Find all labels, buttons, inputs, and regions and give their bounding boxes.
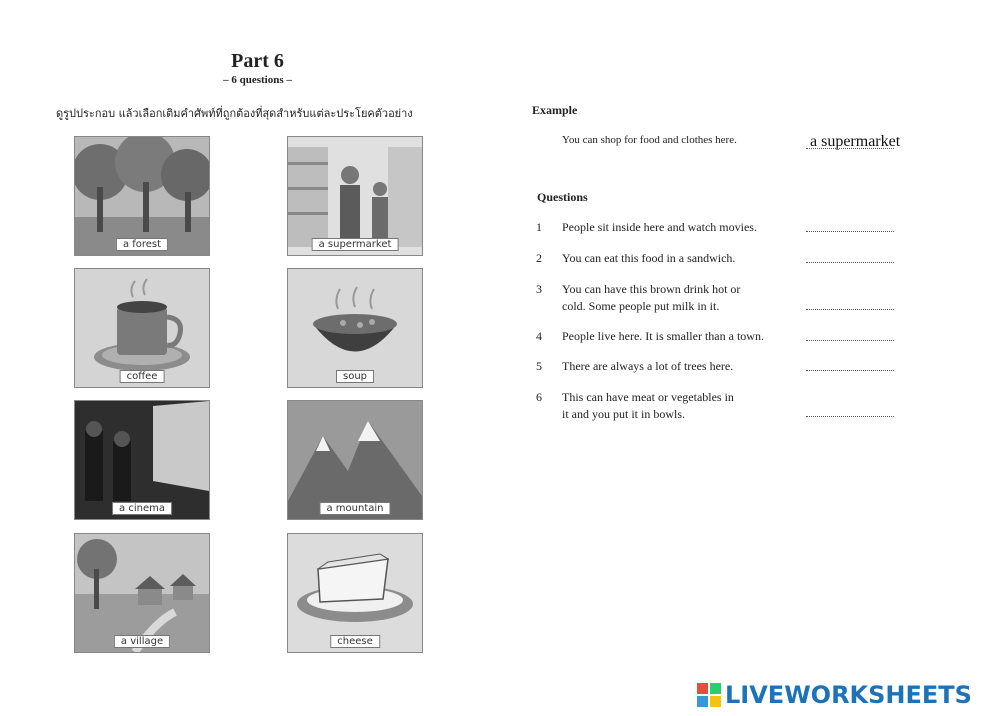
picture-card-cinema xyxy=(74,400,210,520)
example-answer-line xyxy=(806,148,894,149)
question-text xyxy=(562,358,802,375)
question-line: You can have this brown drink hot or xyxy=(562,282,741,296)
picture-label: soup xyxy=(336,370,374,383)
question-text xyxy=(562,389,802,423)
question-number: 2 xyxy=(536,251,542,265)
example-sentence: You can shop for food and clothes here. xyxy=(562,134,737,146)
page-title: Part 6 xyxy=(231,50,284,72)
questions-heading: Questions xyxy=(537,190,588,204)
picture-card-village xyxy=(74,533,210,653)
picture-label: cheese xyxy=(330,635,380,648)
question-number: 5 xyxy=(536,359,542,373)
question-text xyxy=(562,219,802,236)
question-line: There are always a lot of trees here. xyxy=(562,359,734,373)
picture-card-supermarket xyxy=(287,136,423,256)
question-number: 4 xyxy=(536,329,542,343)
question-line: This can have meat or vegetables in xyxy=(562,390,734,404)
question-line: cold. Some people put milk in it. xyxy=(562,299,720,313)
question-number: 3 xyxy=(536,282,542,296)
picture-card-soup xyxy=(287,268,423,388)
liveworksheets-wordmark: LIVEWORKSHEETS xyxy=(725,681,972,709)
instruction-text: ดูรูปประกอบ แล้วเลือกเติมคำศัพท์ที่ถูกต้องที่สุดสำหรับแต่ละประโยคตัวอย่าง xyxy=(56,107,413,120)
answer-input-3[interactable] xyxy=(806,309,894,310)
picture-label: coffee xyxy=(120,370,165,383)
picture-card-forest xyxy=(74,136,210,256)
question-line: People live here. It is smaller than a town. xyxy=(562,329,764,343)
answer-input-1[interactable] xyxy=(806,231,894,232)
answer-input-2[interactable] xyxy=(806,262,894,263)
picture-label: a supermarket xyxy=(312,238,399,251)
question-line: it and you put it in bowls. xyxy=(562,407,685,421)
question-number: 1 xyxy=(536,220,542,234)
page-subtitle: – 6 questions – xyxy=(223,74,292,86)
liveworksheets-badge-icon xyxy=(697,683,721,707)
picture-label: a village xyxy=(114,635,170,648)
question-text xyxy=(562,281,802,315)
question-line: People sit inside here and watch movies. xyxy=(562,220,757,234)
answer-input-5[interactable] xyxy=(806,370,894,371)
liveworksheets-logo[interactable] xyxy=(697,680,972,710)
question-text xyxy=(562,328,802,345)
answer-input-6[interactable] xyxy=(806,416,894,417)
question-text xyxy=(562,250,802,267)
question-number: 6 xyxy=(536,390,542,404)
answer-input-4[interactable] xyxy=(806,340,894,341)
picture-label: a forest xyxy=(116,238,168,251)
picture-card-coffee xyxy=(74,268,210,388)
picture-label: a cinema xyxy=(112,502,172,515)
example-heading: Example xyxy=(532,103,578,117)
picture-card-cheese xyxy=(287,533,423,653)
picture-label: a mountain xyxy=(319,502,390,515)
question-line: You can eat this food in a sandwich. xyxy=(562,251,736,265)
picture-card-mountain xyxy=(287,400,423,520)
example-answer: a supermarket xyxy=(810,133,901,150)
